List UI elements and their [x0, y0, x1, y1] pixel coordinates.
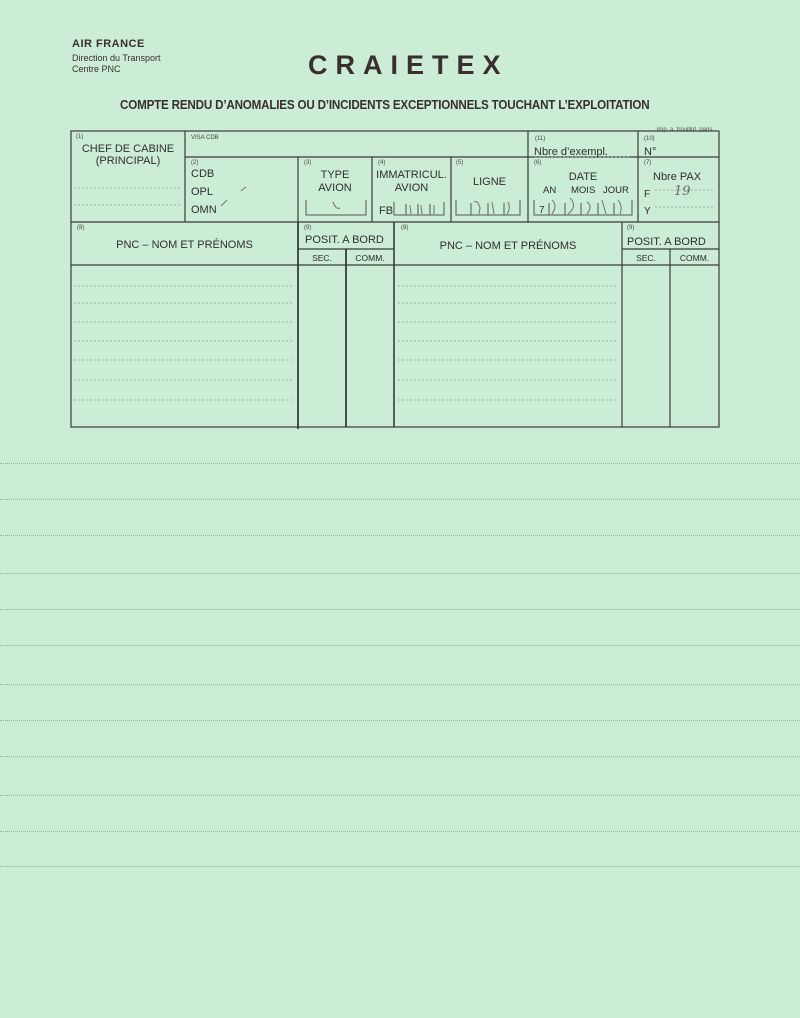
opl-label: OPL — [191, 186, 214, 198]
brand-name: AIR FRANCE — [72, 38, 145, 50]
ruled-line — [0, 831, 800, 832]
numero-label: N° — [644, 146, 657, 158]
pax-f-label: F — [644, 189, 651, 200]
ruled-line — [0, 756, 800, 757]
posit-label-left: POSIT. A BORD — [305, 234, 384, 246]
sec-label-left: SEC. — [312, 253, 332, 263]
ruled-line — [0, 720, 800, 721]
nbre-pax-label: Nbre PAX — [653, 171, 702, 183]
ligne-label: LIGNE — [472, 176, 506, 188]
ruled-line — [0, 535, 800, 536]
form-subtitle: COMPTE RENDU D’ANOMALIES OU D’INCIDENTS EXCEPTIONNELS TOUCHANT L’EXPLOITATION — [120, 98, 650, 112]
type-label: TYPE — [320, 169, 350, 181]
field-6-number: (6) — [534, 160, 542, 166]
field-3-number: (3) — [304, 160, 312, 166]
field-4-number: (4) — [378, 160, 386, 166]
pax-f-value: 19 — [674, 184, 691, 199]
form-title: CRAIETEX — [308, 50, 509, 80]
field-8-number-left: (8) — [77, 225, 85, 231]
omn-label: OMN — [191, 204, 217, 216]
department-line: Direction du Transport — [72, 53, 161, 63]
field-8-number-right: (8) — [401, 225, 409, 231]
centre-line: Centre PNC — [72, 64, 121, 74]
jour-label: JOUR — [603, 185, 629, 196]
immatricul-label: IMMATRICUL. — [376, 169, 447, 181]
pnc-nom-label-left: PNC – NOM ET PRÉNOMS — [116, 239, 253, 251]
an-label: AN — [543, 185, 557, 196]
comm-label-left: COMM. — [355, 253, 385, 263]
ruled-line — [0, 573, 800, 574]
cdb-label: CDB — [191, 168, 215, 180]
ruled-line — [0, 499, 800, 500]
ruled-line — [0, 609, 800, 610]
posit-label-right: POSIT. A BORD — [627, 236, 706, 248]
date-label: DATE — [568, 171, 598, 183]
pnc-nom-label-right: PNC – NOM ET PRÉNOMS — [439, 240, 577, 252]
field-11-number: (11) — [535, 136, 546, 142]
fb-label: FB — [379, 205, 394, 217]
immatricul-avion-label: AVION — [394, 182, 429, 194]
field-7-number: (7) — [644, 160, 652, 166]
visa-cdb-label: VISA CDB — [191, 135, 219, 141]
field-9-number-left: (9) — [304, 225, 312, 231]
ruled-line — [0, 866, 800, 867]
chef-de-cabine-label: CHEF DE CABINE (PRINCIPAL) — [81, 143, 175, 167]
date-prefix-digit: 7 — [539, 205, 545, 216]
field-1-number: (1) — [76, 134, 84, 140]
ruled-line — [0, 795, 800, 796]
field-9-number-right: (9) — [627, 225, 635, 231]
comm-label-right: COMM. — [679, 253, 710, 263]
mois-label: MOIS — [571, 185, 596, 196]
ruled-line — [0, 684, 800, 685]
ruled-line — [0, 463, 800, 464]
printer-note: imp. a. trouillot. paris — [657, 127, 713, 133]
nbre-exempl-label: Nbre d’exempl. — [534, 146, 608, 158]
field-5-number: (5) — [456, 160, 464, 166]
sec-label-right: SEC. — [636, 253, 656, 263]
avion-label: AVION — [318, 182, 352, 194]
ruled-line — [0, 645, 800, 646]
field-2-number: (2) — [191, 160, 199, 166]
field-10-number: (10) — [644, 136, 655, 142]
pax-y-label: Y — [644, 206, 651, 217]
